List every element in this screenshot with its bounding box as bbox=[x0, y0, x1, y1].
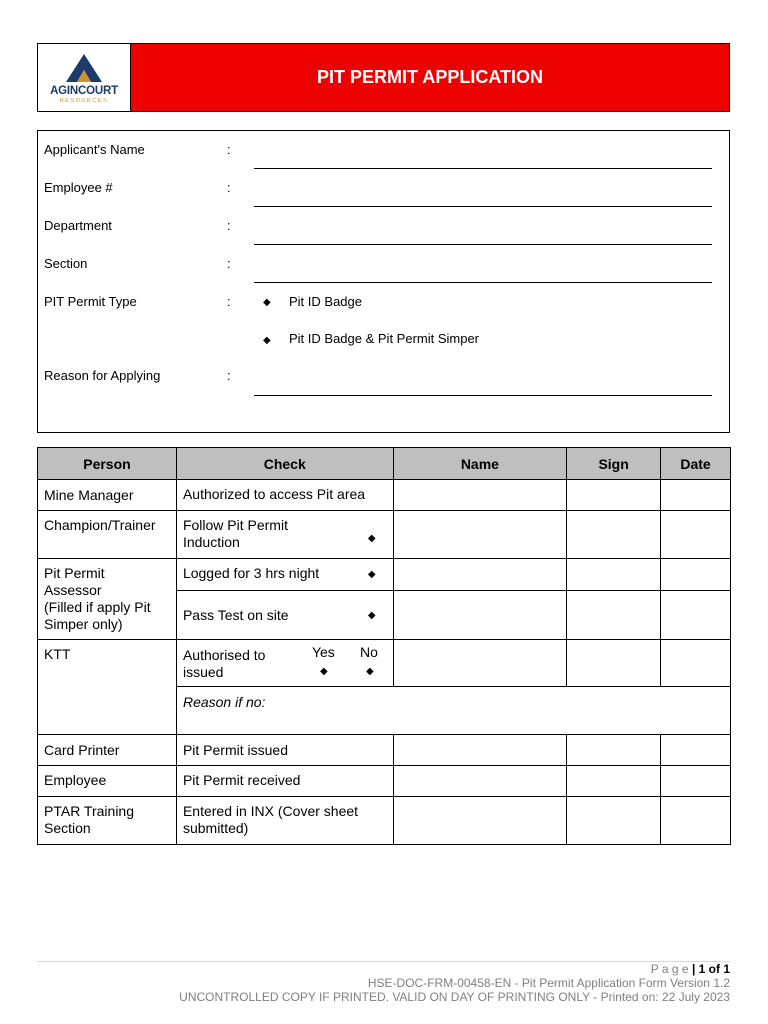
person-text: Simper only) bbox=[44, 616, 123, 632]
title-banner bbox=[131, 44, 729, 111]
column-header-sign: Sign bbox=[567, 448, 661, 480]
checkbox-diamond-icon[interactable]: ◆ bbox=[367, 533, 376, 544]
sign-cell[interactable] bbox=[567, 559, 661, 591]
person-text: Section bbox=[44, 820, 91, 836]
name-cell[interactable] bbox=[393, 511, 567, 559]
field-label-department: Department bbox=[44, 218, 112, 233]
column-header-check: Check bbox=[176, 448, 393, 480]
check-cell: Pit Permit issued bbox=[176, 735, 393, 766]
logo-subtitle: RESOURCES bbox=[59, 98, 109, 104]
applicant-info-section bbox=[37, 130, 730, 433]
check-cell bbox=[176, 511, 393, 559]
field-colon: : bbox=[227, 180, 231, 195]
date-cell[interactable] bbox=[661, 766, 731, 797]
date-cell[interactable] bbox=[661, 591, 731, 640]
check-text: Induction bbox=[182, 534, 240, 550]
department-input-line[interactable] bbox=[254, 244, 712, 245]
table-row bbox=[38, 480, 731, 511]
name-cell[interactable] bbox=[393, 480, 567, 511]
yes-label: Yes bbox=[311, 644, 335, 660]
person-cell: Champion/Trainer bbox=[38, 511, 177, 559]
table-row bbox=[38, 559, 731, 591]
table-row bbox=[38, 640, 731, 687]
person-text: Pit Permit bbox=[44, 565, 105, 581]
name-cell[interactable] bbox=[393, 766, 567, 797]
check-cell: Authorized to access Pit area bbox=[176, 480, 393, 511]
sign-cell[interactable] bbox=[567, 735, 661, 766]
check-cell bbox=[176, 591, 393, 640]
permit-option-pit-id-badge-simper[interactable]: Pit ID Badge & Pit Permit Simper bbox=[289, 331, 480, 346]
page-number bbox=[651, 962, 730, 976]
sign-cell[interactable] bbox=[567, 591, 661, 640]
field-colon: : bbox=[227, 218, 231, 233]
table-row bbox=[38, 511, 731, 559]
mountain-logo-icon bbox=[60, 52, 108, 84]
check-text: Follow Pit Permit bbox=[182, 517, 288, 533]
check-text: Authorised to bbox=[182, 647, 266, 663]
table-row bbox=[38, 766, 731, 797]
sign-cell[interactable] bbox=[567, 766, 661, 797]
no-diamond-icon[interactable]: ◆ bbox=[365, 666, 374, 677]
option-bullet-icon[interactable]: ◆ bbox=[263, 297, 271, 308]
field-label-reason: Reason for Applying bbox=[44, 368, 161, 383]
person-cell: Card Printer bbox=[38, 735, 177, 766]
check-cell bbox=[176, 797, 393, 845]
check-cell bbox=[176, 640, 393, 687]
person-cell: Mine Manager bbox=[38, 480, 177, 511]
person-cell bbox=[38, 797, 177, 845]
column-header-name: Name bbox=[393, 448, 567, 480]
field-colon: : bbox=[227, 256, 231, 271]
employee-number-input-line[interactable] bbox=[254, 206, 712, 207]
permit-option-pit-id-badge[interactable]: Pit ID Badge bbox=[289, 294, 362, 309]
field-colon: : bbox=[227, 142, 231, 157]
checkbox-diamond-icon[interactable]: ◆ bbox=[367, 569, 376, 580]
page-label: P a g e bbox=[650, 962, 689, 976]
reason-if-no-cell[interactable]: Reason if no: bbox=[176, 687, 730, 735]
date-cell[interactable] bbox=[661, 797, 731, 845]
field-label-section: Section bbox=[44, 256, 88, 271]
name-cell[interactable] bbox=[393, 797, 567, 845]
sign-cell[interactable] bbox=[567, 640, 661, 687]
checkbox-diamond-icon[interactable]: ◆ bbox=[367, 610, 376, 621]
applicant-name-input-line[interactable] bbox=[254, 168, 712, 169]
check-cell bbox=[176, 559, 393, 591]
sign-cell[interactable] bbox=[567, 797, 661, 845]
person-text: Assessor bbox=[44, 582, 102, 598]
document-header bbox=[37, 43, 730, 112]
date-cell[interactable] bbox=[661, 511, 731, 559]
section-input-line[interactable] bbox=[254, 282, 712, 283]
date-cell[interactable] bbox=[661, 735, 731, 766]
name-cell[interactable] bbox=[393, 591, 567, 640]
field-label-employee-number: Employee # bbox=[44, 180, 113, 195]
page-value: | 1 of 1 bbox=[691, 962, 730, 976]
check-text: issued bbox=[182, 664, 224, 680]
person-cell bbox=[38, 559, 177, 640]
check-text: submitted) bbox=[182, 820, 249, 836]
table-row bbox=[38, 735, 731, 766]
table-header-row bbox=[38, 448, 731, 480]
field-label-applicant-name: Applicant's Name bbox=[44, 142, 145, 157]
yes-diamond-icon[interactable]: ◆ bbox=[319, 666, 328, 677]
person-cell: KTT bbox=[38, 640, 177, 735]
check-text: Logged for 3 hrs night bbox=[182, 565, 320, 581]
name-cell[interactable] bbox=[393, 735, 567, 766]
table-row bbox=[38, 797, 731, 845]
check-text: Entered in INX (Cover sheet bbox=[182, 803, 359, 819]
name-cell[interactable] bbox=[393, 559, 567, 591]
document-reference: HSE-DOC-FRM-00458-EN - Pit Permit Application Form Version 1.2 bbox=[367, 976, 730, 990]
person-text: (Filled if apply Pit bbox=[44, 599, 151, 615]
date-cell[interactable] bbox=[661, 480, 731, 511]
footer-divider bbox=[37, 961, 730, 962]
company-logo bbox=[38, 44, 131, 111]
no-label: No bbox=[359, 644, 378, 660]
page-title: PIT PERMIT APPLICATION bbox=[316, 67, 543, 87]
option-bullet-icon[interactable]: ◆ bbox=[263, 335, 271, 346]
field-colon: : bbox=[227, 368, 231, 383]
field-colon: : bbox=[227, 294, 231, 309]
column-header-date: Date bbox=[661, 448, 731, 480]
logo-name: AGINCOURT bbox=[50, 85, 118, 97]
sign-cell[interactable] bbox=[567, 511, 661, 559]
date-cell[interactable] bbox=[661, 640, 731, 687]
name-cell[interactable] bbox=[393, 640, 567, 687]
sign-cell[interactable] bbox=[567, 480, 661, 511]
field-label-permit-type: PIT Permit Type bbox=[44, 294, 137, 309]
check-text: Pass Test on site bbox=[182, 607, 289, 623]
check-cell: Pit Permit received bbox=[176, 766, 393, 797]
column-header-person: Person bbox=[38, 448, 177, 480]
person-cell: Employee bbox=[38, 766, 177, 797]
person-text: PTAR Training bbox=[44, 803, 134, 819]
reason-input-line[interactable] bbox=[254, 395, 712, 396]
date-cell[interactable] bbox=[661, 559, 731, 591]
print-disclaimer: UNCONTROLLED COPY IF PRINTED. VALID ON DAY OF PRINTING ONLY - Printed on: 22 July 2023 bbox=[179, 990, 730, 1004]
approval-table bbox=[37, 447, 731, 845]
